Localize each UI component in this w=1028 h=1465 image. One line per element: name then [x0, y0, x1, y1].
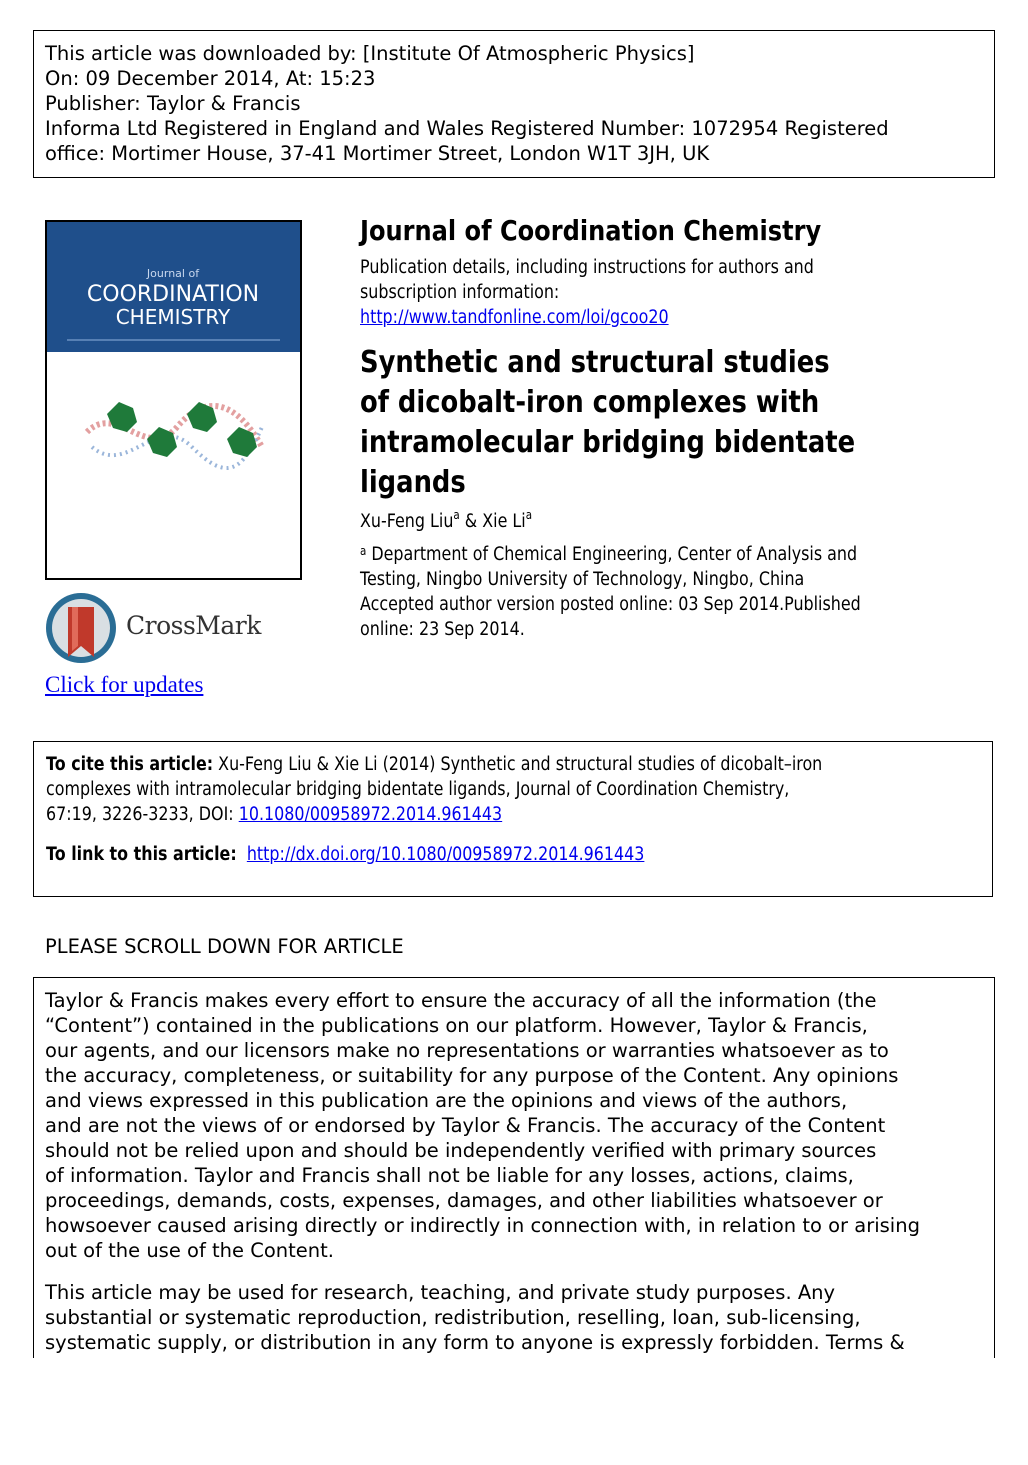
- disclaimer-line: systematic supply, or distribution in any form to anyone is expressly forbidden. Terms &: [45, 1331, 905, 1354]
- disclaimer-box: [33, 977, 995, 1358]
- affiliation-text: Department of Chemical Engineering, Center of Analysis and: [366, 544, 858, 565]
- journal-url-link[interactable]: http://www.tandfonline.com/loi/gcoo20: [360, 307, 669, 328]
- crossmark-label: CrossMark: [126, 611, 261, 640]
- affiliation-mark: a: [360, 544, 367, 558]
- article-title-line: of dicobalt-iron complexes with: [360, 385, 820, 420]
- affiliation-mark: a: [525, 508, 533, 522]
- disclaimer-line: and views expressed in this publication are the opinions and views of the authors,: [45, 1089, 848, 1112]
- journal-title: Journal of Coordination Chemistry: [360, 214, 822, 247]
- article-title-line: ligands: [360, 465, 466, 500]
- cover-journal-of: Journal of: [146, 267, 200, 280]
- disclaimer-line: the accuracy, completeness, or suitability for any purpose of the Content. Any opinions: [45, 1064, 899, 1087]
- cover-title-line2: CHEMISTRY: [115, 305, 231, 329]
- cite-text: Xu-Feng Liu & Xie Li (2014) Synthetic and structural studies of dicobalt–iron: [213, 754, 823, 775]
- disclaimer-line: and are not the views of or endorsed by Taylor & Francis. The accuracy of the Content: [45, 1114, 886, 1137]
- author-name: Xu-Feng Liu: [360, 511, 454, 532]
- link-label: To link to this article:: [46, 844, 237, 865]
- download-line: This article was downloaded by: [Institute Of Atmospheric Physics]: [45, 42, 695, 65]
- cover-title-line1: COORDINATION: [86, 282, 260, 307]
- article-permalink[interactable]: http://dx.doi.org/10.1080/00958972.2014.961443: [246, 844, 645, 865]
- published-date: Accepted author version posted online: 03 Sep 2014.Published: [360, 594, 861, 615]
- disclaimer-line: out of the use of the Content.: [45, 1239, 334, 1262]
- disclaimer-line: “Content”) contained in the publications on our platform. However, Taylor & Francis,: [45, 1014, 868, 1037]
- article-title-line: intramolecular bridging bidentate: [360, 425, 856, 460]
- journal-details-line: subscription information:: [360, 282, 560, 303]
- download-line: office: Mortimer House, 37-41 Mortimer Street, London W1T 3JH, UK: [45, 142, 710, 165]
- journal-details-line: Publication details, including instructions for authors and: [360, 257, 814, 278]
- scroll-down-note: PLEASE SCROLL DOWN FOR ARTICLE: [45, 935, 404, 958]
- download-notice: [33, 30, 995, 178]
- cite-text: 67:19, 3226-3233, DOI:: [46, 804, 239, 825]
- disclaimer-line: Taylor & Francis makes every effort to ensure the accuracy of all the information (the: [45, 989, 877, 1012]
- download-line: Publisher: Taylor & Francis: [45, 92, 301, 115]
- author-name: Xie Li: [482, 511, 526, 532]
- doi-link[interactable]: 10.1080/00958972.2014.961443: [238, 804, 503, 825]
- cite-text: complexes with intramolecular bridging bidentate ligands, Journal of Coordination Chemistry,: [46, 779, 790, 800]
- affiliation-mark: a: [453, 508, 460, 522]
- published-date: online: 23 Sep 2014.: [360, 619, 525, 640]
- disclaimer-line: This article may be used for research, teaching, and private study purposes. Any: [45, 1281, 836, 1304]
- cover-publisher: Taylor & Francis: [137, 552, 209, 562]
- download-line: Informa Ltd Registered in England and Wales Registered Number: 1072954 Registered: [45, 117, 889, 140]
- journal-cover-image: [45, 220, 302, 580]
- download-line: On: 09 December 2014, At: 15:23: [45, 67, 376, 90]
- journal-details: [360, 255, 910, 330]
- affiliation-text: Testing, Ningbo University of Technology, Ningbo, China: [360, 569, 805, 590]
- click-for-updates-link[interactable]: Click for updates: [45, 672, 204, 697]
- disclaimer-line: substantial or systematic reproduction, redistribution, reselling, loan, sub-licensing,: [45, 1306, 861, 1329]
- article-title: [360, 343, 855, 503]
- disclaimer-line: of information. Taylor and Francis shall not be liable for any losses, actions, claims,: [45, 1164, 854, 1187]
- disclaimer-line: our agents, and our licensors make no representations or warranties whatsoever as to: [45, 1039, 889, 1062]
- crossmark-icon: [44, 591, 120, 667]
- citation-box: [33, 741, 993, 897]
- disclaimer-line: proceedings, demands, costs, expenses, damages, and other liabilities whatsoever or: [45, 1189, 883, 1212]
- disclaimer-line: should not be relied upon and should be independently verified with primary sources: [45, 1139, 877, 1162]
- article-title-line: Synthetic and structural studies: [360, 345, 830, 380]
- authors: [360, 508, 533, 532]
- affiliation-block: [360, 542, 861, 642]
- cite-label: To cite this article:: [46, 754, 214, 775]
- crossmark-badge[interactable]: [44, 591, 284, 667]
- disclaimer-line: howsoever caused arising directly or indirectly in connection with, in relation to or arising: [45, 1214, 920, 1237]
- cover-artwork: [47, 222, 300, 578]
- author-separator: &: [459, 511, 483, 532]
